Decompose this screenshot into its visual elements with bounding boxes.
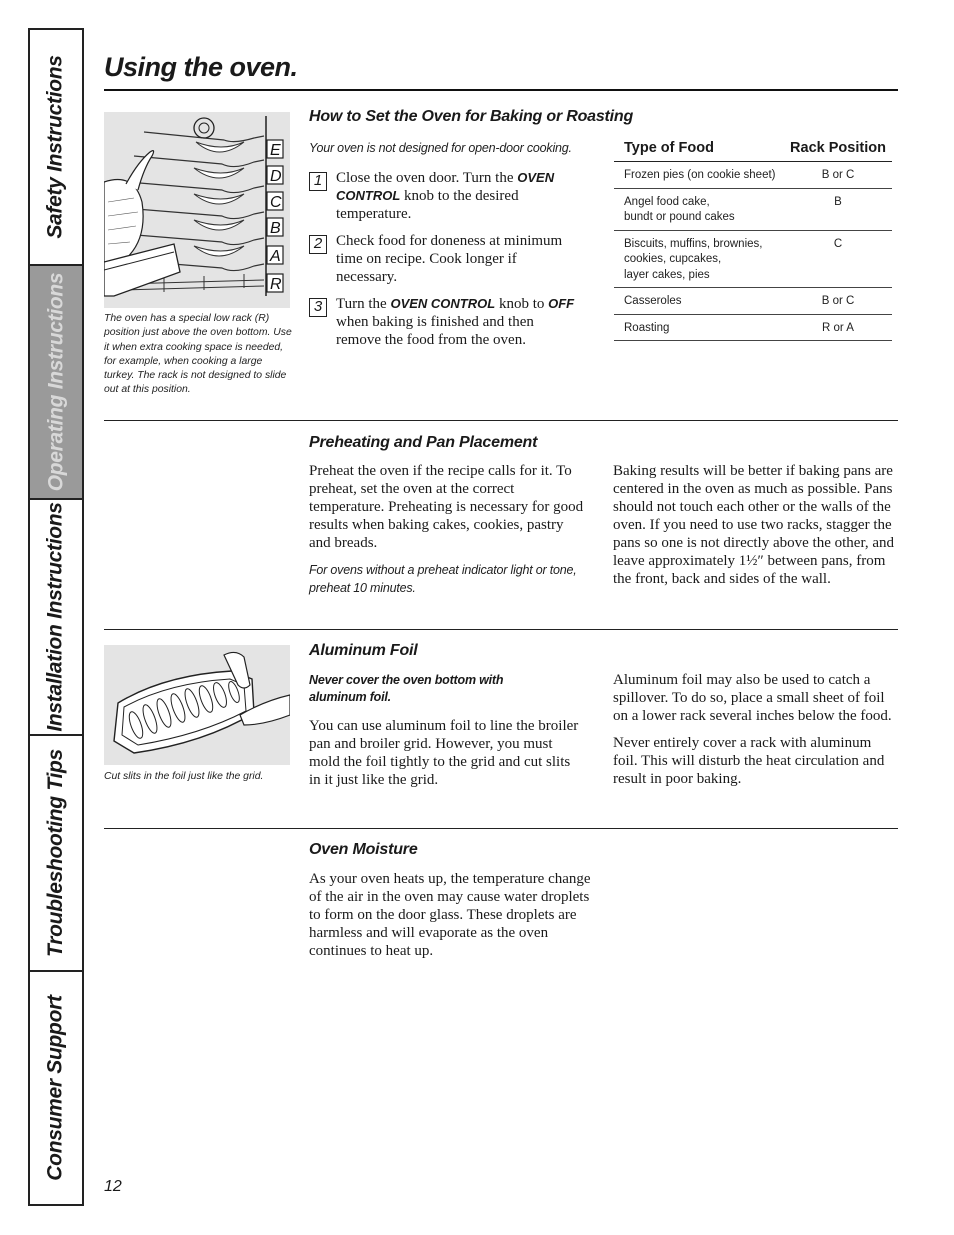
section-heading-foil: Aluminum Foil — [309, 642, 418, 659]
tab-label: Operating Instructions — [44, 272, 67, 492]
tab-label: Consumer Support — [44, 995, 67, 1181]
column-header: Type of Food — [614, 138, 784, 162]
foil-grid-illustration — [104, 645, 290, 765]
rack-cell: B or C — [784, 288, 892, 315]
table-header-row — [614, 138, 892, 162]
moisture-text: As your oven heats up, the temperature change of the air in the oven may cause water droplets to form on the door glass. These droplets are harmless and will evaporate as the oven continues to heat up. — [309, 871, 591, 959]
step-text: Check food for doneness at minimum time on recipe. Cook longer if necessary. — [336, 233, 563, 285]
tab-operating-instructions[interactable] — [30, 266, 82, 500]
rack-letter: E — [270, 142, 281, 159]
foil-rack-warning-text: Never entirely cover a rack with aluminum foil. This will disturb the heat circulation and result in poor baking. — [613, 735, 885, 787]
tab-label: Installation Instructions — [44, 502, 68, 732]
foil-text: You can use aluminum foil to line the broiler pan and broiler grid. However, you must mold the foil tightly to the grid and cut slits in it just like the grid. — [309, 718, 579, 788]
rack-letter: D — [270, 168, 282, 185]
section-heading-preheating: Preheating and Pan Placement — [309, 434, 538, 451]
food-cell: Roasting — [614, 314, 784, 341]
food-cell: Frozen pies (on cookie sheet) — [614, 162, 784, 189]
tab-label: Safety Instructions — [44, 55, 67, 239]
rack-letter: C — [270, 194, 282, 211]
step-number: 2 — [309, 235, 327, 254]
title-divider — [104, 89, 898, 91]
open-door-note: Your oven is not designed for open-door cooking. — [309, 141, 572, 155]
rack-position-table — [614, 138, 892, 341]
page-title: Using the oven. — [104, 52, 298, 82]
table-row — [614, 230, 892, 288]
foil-caption: Cut slits in the foil just like the grid. — [104, 771, 264, 782]
broiler-pan-drawing — [104, 645, 290, 765]
table-row — [614, 288, 892, 315]
rack-cell: B or C — [784, 162, 892, 189]
preheating-note: For ovens without a preheat indicator light or tone, preheat 10 minutes. — [309, 563, 577, 595]
section-divider — [104, 828, 898, 829]
rack-cell: R or A — [784, 314, 892, 341]
rack-letter: A — [270, 248, 281, 265]
oven-rack-drawing — [104, 112, 290, 308]
preheating-right-column — [613, 462, 895, 596]
tab-safety-instructions[interactable] — [30, 30, 82, 266]
foil-right-column — [613, 671, 897, 796]
section-divider — [104, 420, 898, 421]
foil-warning: Never cover the oven bottom with aluminum foil. — [309, 673, 504, 704]
section-divider — [104, 629, 898, 630]
food-cell: Biscuits, muffins, brownies, cookies, cupcakes, layer cakes, pies — [614, 230, 784, 288]
step-text: Turn the OVEN CONTROL knob to OFF when baking is finished and then remove the food from the oven. — [336, 296, 575, 348]
tab-installation-instructions[interactable] — [30, 500, 82, 736]
step-text: Close the oven door. Turn the OVEN CONTROL knob to the desired temperature. — [336, 170, 555, 222]
rack-caption: The oven has a special low rack (R) position just above the oven bottom. Use it when extra cooking space is needed, for example, when cooking a large turkey. The rack is not designed to slide out at this position. — [104, 313, 292, 396]
tab-label: Troubleshooting Tips — [44, 749, 68, 957]
oven-rack-illustration — [104, 112, 290, 308]
page-number: 12 — [104, 1178, 122, 1195]
section-tabs — [28, 28, 84, 1206]
section-heading-baking: How to Set the Oven for Baking or Roasting — [309, 108, 634, 125]
pan-placement-text: Baking results will be better if baking pans are centered in the oven as much as possible. Pans should not touch each other or the walls of the oven. If you need to use two racks, stagger the pans so one is not directly above the other, and leave approximately 1½″ between pans, from the front, back and sides of the wall. — [613, 463, 894, 587]
table-row — [614, 162, 892, 189]
foil-left-column — [309, 717, 579, 797]
food-cell: Angel food cake, bundt or pound cakes — [614, 188, 784, 230]
foil-spillover-text: Aluminum foil may also be used to catch a spillover. To do so, place a small sheet of foil on a lower rack several inches below the food. — [613, 672, 892, 724]
rack-letter: B — [270, 220, 281, 237]
preheating-text: Preheat the oven if the recipe calls for it. To preheat, set the oven at the correct temperature. Preheating is necessary for good results when baking cakes, cookies, pastry and breads. — [309, 463, 584, 551]
moisture-column — [309, 870, 593, 968]
preheating-left-column — [309, 462, 585, 560]
food-cell: Casseroles — [614, 288, 784, 315]
tab-consumer-support[interactable] — [30, 972, 82, 1204]
rack-letter: R — [270, 276, 282, 293]
section-heading-moisture: Oven Moisture — [309, 841, 418, 858]
column-header: Rack Position — [784, 138, 892, 162]
step-number: 1 — [309, 172, 327, 191]
rack-cell: C — [784, 230, 892, 288]
table-row — [614, 314, 892, 341]
table-row — [614, 188, 892, 230]
rack-cell: B — [784, 188, 892, 230]
tab-troubleshooting-tips[interactable] — [30, 736, 82, 972]
step-number: 3 — [309, 298, 327, 317]
